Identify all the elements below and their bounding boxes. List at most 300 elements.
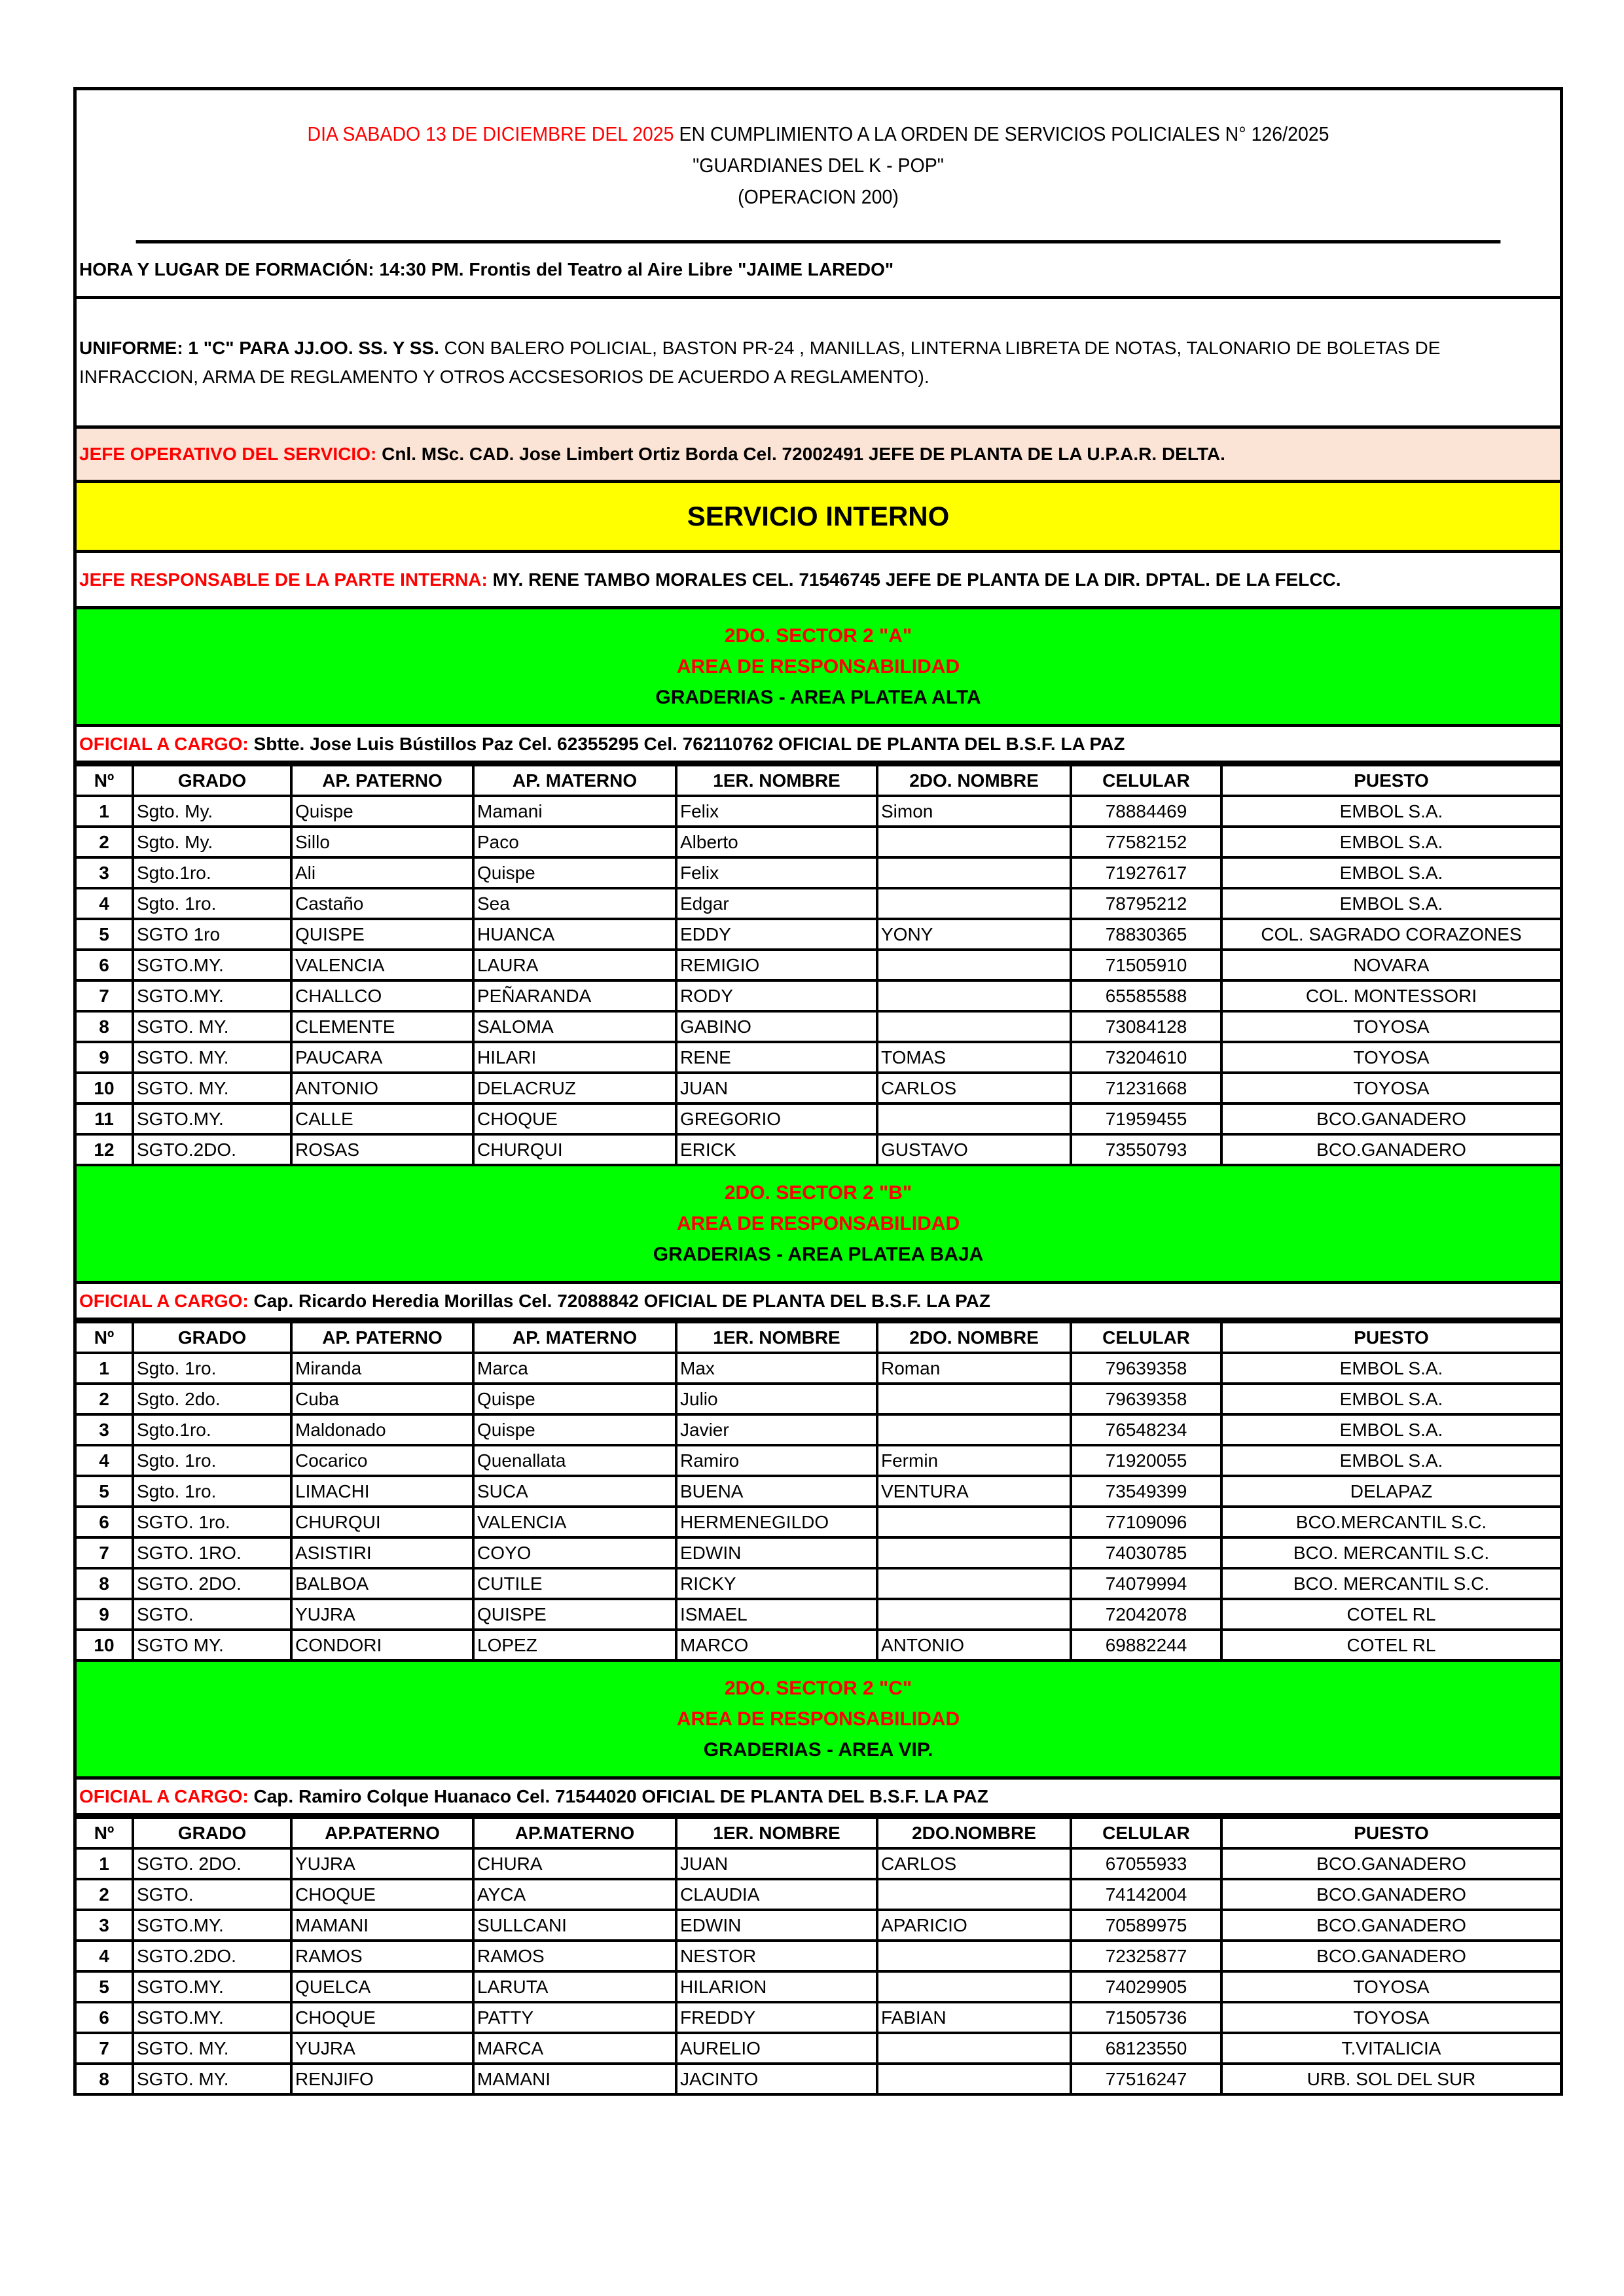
column-header-maternal-surname: AP.MATERNO [473, 1818, 676, 1848]
cell-phone: 77109096 [1071, 1507, 1221, 1537]
cell-first-name: Max [676, 1353, 877, 1384]
internal-service-title: SERVICIO INTERNO [77, 483, 1560, 553]
formation-value: 14:30 PM. Frontis del Teatro al Aire Libre "JAIME LAREDO" [379, 259, 894, 279]
cell-paternal-surname: CHOQUE [291, 1879, 473, 1910]
cell-paternal-surname: LIMACHI [291, 1476, 473, 1507]
cell-first-name: BUENA [676, 1476, 877, 1507]
cell-grade: SGTO. MY. [133, 2033, 291, 2064]
cell-paternal-surname: Miranda [291, 1353, 473, 1384]
cell-post: DELAPAZ [1221, 1476, 1560, 1507]
cell-phone: 78884469 [1071, 796, 1221, 827]
cell-number: 11 [77, 1103, 133, 1134]
cell-second-name [877, 2033, 1071, 2064]
cell-post: BCO.GANADERO [1221, 1910, 1560, 1941]
cell-maternal-surname: LOPEZ [473, 1630, 676, 1660]
cell-maternal-surname: Mamani [473, 796, 676, 827]
cell-post: EMBOL S.A. [1221, 1445, 1560, 1476]
cell-post: URB. SOL DEL SUR [1221, 2064, 1560, 2094]
column-header-grade: GRADO [133, 1322, 291, 1353]
cell-phone: 73550793 [1071, 1134, 1221, 1165]
cell-second-name: TOMAS [877, 1042, 1071, 1073]
cell-second-name [877, 888, 1071, 919]
cell-paternal-surname: CALLE [291, 1103, 473, 1134]
cell-phone: 71231668 [1071, 1073, 1221, 1103]
sector-area: GRADERIAS - AREA PLATEA ALTA [655, 687, 981, 708]
cell-maternal-surname: Quispe [473, 857, 676, 888]
column-header-number: Nº [77, 765, 133, 796]
cell-phone: 74030785 [1071, 1537, 1221, 1568]
internal-chief-row [77, 553, 1560, 609]
column-header-grade: GRADO [133, 1818, 291, 1848]
cell-phone: 73549399 [1071, 1476, 1221, 1507]
cell-grade: Sgto. My. [133, 796, 291, 827]
cell-grade: SGTO.MY. [133, 1910, 291, 1941]
cell-first-name: ERICK [676, 1134, 877, 1165]
cell-grade: Sgto. My. [133, 827, 291, 857]
cell-grade: SGTO. 1ro. [133, 1507, 291, 1537]
cell-number: 7 [77, 2033, 133, 2064]
sector-area-label: AREA DE RESPONSABILIDAD [676, 1213, 960, 1234]
operational-chief-label: JEFE OPERATIVO DEL SERVICIO: [79, 444, 377, 464]
cell-maternal-surname: HUANCA [473, 919, 676, 950]
cell-paternal-surname: VALENCIA [291, 950, 473, 980]
cell-first-name: Edgar [676, 888, 877, 919]
cell-number: 1 [77, 1353, 133, 1384]
table-row [77, 1353, 1560, 1384]
operational-chief-row [77, 429, 1560, 483]
sectors-container [77, 609, 1560, 2096]
cell-post: EMBOL S.A. [1221, 1414, 1560, 1445]
column-header-post: PUESTO [1221, 765, 1560, 796]
cell-phone: 69882244 [1071, 1630, 1221, 1660]
cell-number: 8 [77, 1568, 133, 1599]
cell-paternal-surname: RAMOS [291, 1941, 473, 1971]
cell-first-name: JUAN [676, 1073, 877, 1103]
cell-paternal-surname: Quispe [291, 796, 473, 827]
cell-number: 1 [77, 796, 133, 827]
cell-grade: Sgto.1ro. [133, 1414, 291, 1445]
column-header-phone: CELULAR [1071, 765, 1221, 796]
column-header-post: PUESTO [1221, 1322, 1560, 1353]
cell-maternal-surname: CHOQUE [473, 1103, 676, 1134]
column-header-paternal-surname: AP. PATERNO [291, 1322, 473, 1353]
cell-post: TOYOSA [1221, 1971, 1560, 2002]
column-header-maternal-surname: AP. MATERNO [473, 1322, 676, 1353]
cell-paternal-surname: Sillo [291, 827, 473, 857]
column-header-first-name: 1ER. NOMBRE [676, 765, 877, 796]
cell-grade: SGTO MY. [133, 1630, 291, 1660]
column-header-number: Nº [77, 1818, 133, 1848]
table-row [77, 857, 1560, 888]
cell-phone: 77516247 [1071, 2064, 1221, 2094]
cell-post: EMBOL S.A. [1221, 1353, 1560, 1384]
cell-phone: 73084128 [1071, 1011, 1221, 1042]
cell-second-name: CARLOS [877, 1073, 1071, 1103]
uniform-label: UNIFORME: 1 "C" PARA JJ.OO. SS. Y SS. [79, 337, 439, 358]
personnel-table [77, 1816, 1560, 2096]
table-row [77, 1537, 1560, 1568]
cell-second-name [877, 1011, 1071, 1042]
cell-post: BCO. MERCANTIL S.C. [1221, 1568, 1560, 1599]
cell-first-name: GABINO [676, 1011, 877, 1042]
cell-second-name: Roman [877, 1353, 1071, 1384]
table-row [77, 1476, 1560, 1507]
cell-paternal-surname: Cuba [291, 1384, 473, 1414]
cell-number: 2 [77, 827, 133, 857]
cell-number: 4 [77, 1445, 133, 1476]
table-row [77, 1879, 1560, 1910]
cell-post: EMBOL S.A. [1221, 888, 1560, 919]
cell-second-name: FABIAN [877, 2002, 1071, 2033]
formation-label: HORA Y LUGAR DE FORMACIÓN: [79, 259, 374, 279]
officer-in-charge-row [77, 727, 1560, 764]
internal-chief-value: MY. RENE TAMBO MORALES CEL. 71546745 JEFE DE PLANTA DE LA DIR. DPTAL. DE LA FELCC. [492, 569, 1341, 590]
cell-paternal-surname: CLEMENTE [291, 1011, 473, 1042]
cell-number: 3 [77, 1910, 133, 1941]
cell-number: 10 [77, 1073, 133, 1103]
cell-first-name: Julio [676, 1384, 877, 1414]
cell-grade: SGTO. MY. [133, 1011, 291, 1042]
cell-phone: 71505910 [1071, 950, 1221, 980]
table-header-row [77, 1818, 1560, 1848]
cell-maternal-surname: COYO [473, 1537, 676, 1568]
cell-second-name: Fermin [877, 1445, 1071, 1476]
cell-post: COL. SAGRADO CORAZONES [1221, 919, 1560, 950]
cell-post: BCO.GANADERO [1221, 1103, 1560, 1134]
cell-number: 4 [77, 1941, 133, 1971]
cell-second-name [877, 857, 1071, 888]
cell-first-name: GREGORIO [676, 1103, 877, 1134]
cell-second-name: VENTURA [877, 1476, 1071, 1507]
column-header-phone: CELULAR [1071, 1322, 1221, 1353]
cell-post: BCO.GANADERO [1221, 1848, 1560, 1879]
sector-header [77, 1166, 1560, 1284]
cell-maternal-surname: Sea [473, 888, 676, 919]
cell-phone: 71505736 [1071, 2002, 1221, 2033]
sector-area-label: AREA DE RESPONSABILIDAD [676, 1708, 960, 1730]
table-header-row [77, 1322, 1560, 1353]
table-row [77, 1507, 1560, 1537]
cell-paternal-surname: Cocarico [291, 1445, 473, 1476]
cell-first-name: Javier [676, 1414, 877, 1445]
table-row [77, 1011, 1560, 1042]
cell-phone: 65585588 [1071, 980, 1221, 1011]
table-row [77, 1941, 1560, 1971]
cell-maternal-surname: Marca [473, 1353, 676, 1384]
cell-phone: 72042078 [1071, 1599, 1221, 1630]
cell-grade: Sgto. 1ro. [133, 1353, 291, 1384]
cell-phone: 68123550 [1071, 2033, 1221, 2064]
cell-grade: SGTO. [133, 1599, 291, 1630]
cell-first-name: Alberto [676, 827, 877, 857]
cell-paternal-surname: CHALLCO [291, 980, 473, 1011]
cell-number: 5 [77, 1476, 133, 1507]
cell-number: 1 [77, 1848, 133, 1879]
cell-number: 10 [77, 1630, 133, 1660]
cell-first-name: HILARION [676, 1971, 877, 2002]
sector-title: 2DO. SECTOR 2 "A" [724, 625, 912, 647]
officer-label: OFICIAL A CARGO: [79, 1290, 249, 1311]
cell-post: TOYOSA [1221, 1011, 1560, 1042]
cell-grade: SGTO. MY. [133, 1042, 291, 1073]
officer-in-charge-row [77, 1284, 1560, 1321]
personnel-table [77, 764, 1560, 1166]
officer-value: Cap. Ramiro Colque Huanaco Cel. 71544020 OFICIAL DE PLANTA DEL B.S.F. LA PAZ [253, 1785, 988, 1806]
cell-phone: 78830365 [1071, 919, 1221, 950]
cell-phone: 79639358 [1071, 1353, 1221, 1384]
sector-title: 2DO. SECTOR 2 "C" [724, 1677, 912, 1699]
officer-label: OFICIAL A CARGO: [79, 1785, 249, 1806]
cell-second-name [877, 1507, 1071, 1537]
table-header-row [77, 765, 1560, 796]
cell-number: 4 [77, 888, 133, 919]
table-row [77, 1910, 1560, 1941]
cell-phone: 77582152 [1071, 827, 1221, 857]
table-row [77, 1568, 1560, 1599]
cell-paternal-surname: RENJIFO [291, 2064, 473, 2094]
operational-chief-value: Cnl. MSc. CAD. Jose Limbert Ortiz Borda Cel. 72002491 JEFE DE PLANTA DE LA U.P.A.R. DELTA. [382, 444, 1225, 464]
cell-maternal-surname: SUCA [473, 1476, 676, 1507]
table-row [77, 1630, 1560, 1660]
cell-number: 12 [77, 1134, 133, 1165]
cell-phone: 71920055 [1071, 1445, 1221, 1476]
cell-post: COTEL RL [1221, 1630, 1560, 1660]
cell-first-name: EDWIN [676, 1910, 877, 1941]
cell-phone: 74029905 [1071, 1971, 1221, 2002]
column-header-second-name: 2DO.NOMBRE [877, 1818, 1071, 1848]
cell-second-name [877, 2064, 1071, 2094]
cell-post: BCO. MERCANTIL S.C. [1221, 1537, 1560, 1568]
cell-second-name [877, 1599, 1071, 1630]
cell-number: 6 [77, 2002, 133, 2033]
cell-grade: SGTO. 2DO. [133, 1848, 291, 1879]
cell-phone: 70589975 [1071, 1910, 1221, 1941]
cell-first-name: RENE [676, 1042, 877, 1073]
cell-second-name [877, 1537, 1071, 1568]
cell-grade: SGTO 1ro [133, 919, 291, 950]
cell-maternal-surname: PEÑARANDA [473, 980, 676, 1011]
cell-number: 7 [77, 980, 133, 1011]
cell-post: EMBOL S.A. [1221, 857, 1560, 888]
cell-number: 2 [77, 1384, 133, 1414]
cell-grade: Sgto. 1ro. [133, 1476, 291, 1507]
table-row [77, 2033, 1560, 2064]
cell-first-name: EDDY [676, 919, 877, 950]
cell-grade: Sgto. 2do. [133, 1384, 291, 1414]
cell-paternal-surname: ASISTIRI [291, 1537, 473, 1568]
table-row [77, 1599, 1560, 1630]
cell-maternal-surname: LAURA [473, 950, 676, 980]
cell-grade: SGTO. 1RO. [133, 1537, 291, 1568]
table-row [77, 827, 1560, 857]
cell-paternal-surname: Castaño [291, 888, 473, 919]
cell-paternal-surname: ROSAS [291, 1134, 473, 1165]
cell-paternal-surname: CHOQUE [291, 2002, 473, 2033]
cell-grade: Sgto.1ro. [133, 857, 291, 888]
cell-phone: 79639358 [1071, 1384, 1221, 1414]
table-row [77, 919, 1560, 950]
cell-second-name [877, 1568, 1071, 1599]
cell-first-name: Ramiro [676, 1445, 877, 1476]
cell-post: EMBOL S.A. [1221, 796, 1560, 827]
cell-first-name: NESTOR [676, 1941, 877, 1971]
cell-number: 8 [77, 2064, 133, 2094]
cell-paternal-surname: YUJRA [291, 1848, 473, 1879]
cell-second-name [877, 1941, 1071, 1971]
cell-post: BCO.GANADERO [1221, 1941, 1560, 1971]
cell-post: TOYOSA [1221, 2002, 1560, 2033]
cell-number: 7 [77, 1537, 133, 1568]
cell-grade: Sgto. 1ro. [133, 1445, 291, 1476]
cell-paternal-surname: YUJRA [291, 1599, 473, 1630]
column-header-second-name: 2DO. NOMBRE [877, 765, 1071, 796]
cell-post: BCO.MERCANTIL S.C. [1221, 1507, 1560, 1537]
sector-area-label: AREA DE RESPONSABILIDAD [676, 656, 960, 677]
cell-paternal-surname: QUISPE [291, 919, 473, 950]
cell-maternal-surname: SALOMA [473, 1011, 676, 1042]
cell-paternal-surname: CHURQUI [291, 1507, 473, 1537]
cell-first-name: Felix [676, 796, 877, 827]
cell-second-name: ANTONIO [877, 1630, 1071, 1660]
column-header-number: Nº [77, 1322, 133, 1353]
cell-second-name [877, 1971, 1071, 2002]
uniform-line-2: INFRACCION, ARMA DE REGLAMENTO Y OTROS ACCSESORIOS DE ACUERDO A REGLAMENTO). [79, 366, 929, 387]
cell-first-name: MARCO [676, 1630, 877, 1660]
cell-paternal-surname: Maldonado [291, 1414, 473, 1445]
table-row [77, 1971, 1560, 2002]
cell-paternal-surname: ANTONIO [291, 1073, 473, 1103]
cell-second-name [877, 1414, 1071, 1445]
cell-post: COL. MONTESSORI [1221, 980, 1560, 1011]
cell-paternal-surname: QUELCA [291, 1971, 473, 2002]
cell-phone: 78795212 [1071, 888, 1221, 919]
cell-grade: SGTO.MY. [133, 1971, 291, 2002]
document-header [136, 90, 1501, 243]
cell-second-name: CARLOS [877, 1848, 1071, 1879]
formation-row [77, 243, 1560, 299]
cell-second-name: GUSTAVO [877, 1134, 1071, 1165]
column-header-second-name: 2DO. NOMBRE [877, 1322, 1071, 1353]
table-row [77, 980, 1560, 1011]
cell-number: 6 [77, 1507, 133, 1537]
cell-number: 2 [77, 1879, 133, 1910]
cell-grade: SGTO.MY. [133, 1103, 291, 1134]
table-row [77, 1445, 1560, 1476]
column-header-paternal-surname: AP. PATERNO [291, 765, 473, 796]
uniform-line-1: CON BALERO POLICIAL, BASTON PR-24 , MANILLAS, LINTERNA LIBRETA DE NOTAS, TALONARIO DE BOLETAS DE [439, 337, 1441, 358]
cell-maternal-surname: VALENCIA [473, 1507, 676, 1537]
order-text: EN CUMPLIMIENTO A LA ORDEN DE SERVICIOS POLICIALES N° 126/2025 [674, 122, 1329, 145]
cell-paternal-surname: YUJRA [291, 2033, 473, 2064]
cell-paternal-surname: BALBOA [291, 1568, 473, 1599]
cell-phone: 76548234 [1071, 1414, 1221, 1445]
column-header-paternal-surname: AP.PATERNO [291, 1818, 473, 1848]
internal-chief-label: JEFE RESPONSABLE DE LA PARTE INTERNA: [79, 569, 488, 590]
cell-first-name: RODY [676, 980, 877, 1011]
cell-maternal-surname: CHURA [473, 1848, 676, 1879]
cell-grade: SGTO.2DO. [133, 1134, 291, 1165]
column-header-first-name: 1ER. NOMBRE [676, 1818, 877, 1848]
cell-number: 8 [77, 1011, 133, 1042]
cell-maternal-surname: MAMANI [473, 2064, 676, 2094]
cell-second-name [877, 980, 1071, 1011]
cell-maternal-surname: RAMOS [473, 1941, 676, 1971]
cell-grade: SGTO.MY. [133, 2002, 291, 2033]
sector-title: 2DO. SECTOR 2 "B" [724, 1182, 912, 1204]
cell-phone: 67055933 [1071, 1848, 1221, 1879]
cell-second-name [877, 827, 1071, 857]
cell-second-name: YONY [877, 919, 1071, 950]
cell-phone: 71927617 [1071, 857, 1221, 888]
cell-first-name: REMIGIO [676, 950, 877, 980]
cell-number: 6 [77, 950, 133, 980]
service-order-sheet [73, 87, 1563, 2096]
date-text: DIA SABADO 13 DE DICIEMBRE DEL 2025 [307, 122, 674, 145]
cell-first-name: JACINTO [676, 2064, 877, 2094]
cell-maternal-surname: Quenallata [473, 1445, 676, 1476]
officer-in-charge-row [77, 1780, 1560, 1816]
table-row [77, 1103, 1560, 1134]
cell-paternal-surname: PAUCARA [291, 1042, 473, 1073]
cell-maternal-surname: Quispe [473, 1414, 676, 1445]
cell-post: T.VITALICIA [1221, 2033, 1560, 2064]
cell-first-name: RICKY [676, 1568, 877, 1599]
cell-first-name: ISMAEL [676, 1599, 877, 1630]
cell-post: COTEL RL [1221, 1599, 1560, 1630]
cell-maternal-surname: HILARI [473, 1042, 676, 1073]
table-row [77, 796, 1560, 827]
cell-first-name: Felix [676, 857, 877, 888]
cell-first-name: EDWIN [676, 1537, 877, 1568]
cell-post: TOYOSA [1221, 1042, 1560, 1073]
cell-second-name [877, 950, 1071, 980]
cell-first-name: AURELIO [676, 2033, 877, 2064]
table-row [77, 2002, 1560, 2033]
cell-maternal-surname: SULLCANI [473, 1910, 676, 1941]
cell-maternal-surname: LARUTA [473, 1971, 676, 2002]
sector-header [77, 1662, 1560, 1780]
cell-maternal-surname: CHURQUI [473, 1134, 676, 1165]
cell-number: 3 [77, 857, 133, 888]
cell-maternal-surname: MARCA [473, 2033, 676, 2064]
cell-maternal-surname: DELACRUZ [473, 1073, 676, 1103]
table-row [77, 1073, 1560, 1103]
cell-number: 9 [77, 1042, 133, 1073]
sector-area: GRADERIAS - AREA VIP. [703, 1739, 933, 1761]
column-header-phone: CELULAR [1071, 1818, 1221, 1848]
table-row [77, 2064, 1560, 2094]
cell-post: TOYOSA [1221, 1073, 1560, 1103]
table-row [77, 950, 1560, 980]
cell-post: BCO.GANADERO [1221, 1879, 1560, 1910]
cell-number: 3 [77, 1414, 133, 1445]
cell-grade: SGTO.2DO. [133, 1941, 291, 1971]
cell-second-name [877, 1384, 1071, 1414]
cell-maternal-surname: CUTILE [473, 1568, 676, 1599]
cell-first-name: HERMENEGILDO [676, 1507, 877, 1537]
cell-number: 9 [77, 1599, 133, 1630]
cell-phone: 74142004 [1071, 1879, 1221, 1910]
cell-grade: SGTO. MY. [133, 2064, 291, 2094]
cell-grade: Sgto. 1ro. [133, 888, 291, 919]
cell-number: 5 [77, 919, 133, 950]
cell-maternal-surname: PATTY [473, 2002, 676, 2033]
cell-number: 5 [77, 1971, 133, 2002]
sector-area: GRADERIAS - AREA PLATEA BAJA [653, 1244, 984, 1265]
officer-value: Sbtte. Jose Luis Bústillos Paz Cel. 62355295 Cel. 762110762 OFICIAL DE PLANTA DEL B.S.F. LA PAZ [253, 733, 1125, 754]
cell-first-name: FREDDY [676, 2002, 877, 2033]
column-header-first-name: 1ER. NOMBRE [676, 1322, 877, 1353]
